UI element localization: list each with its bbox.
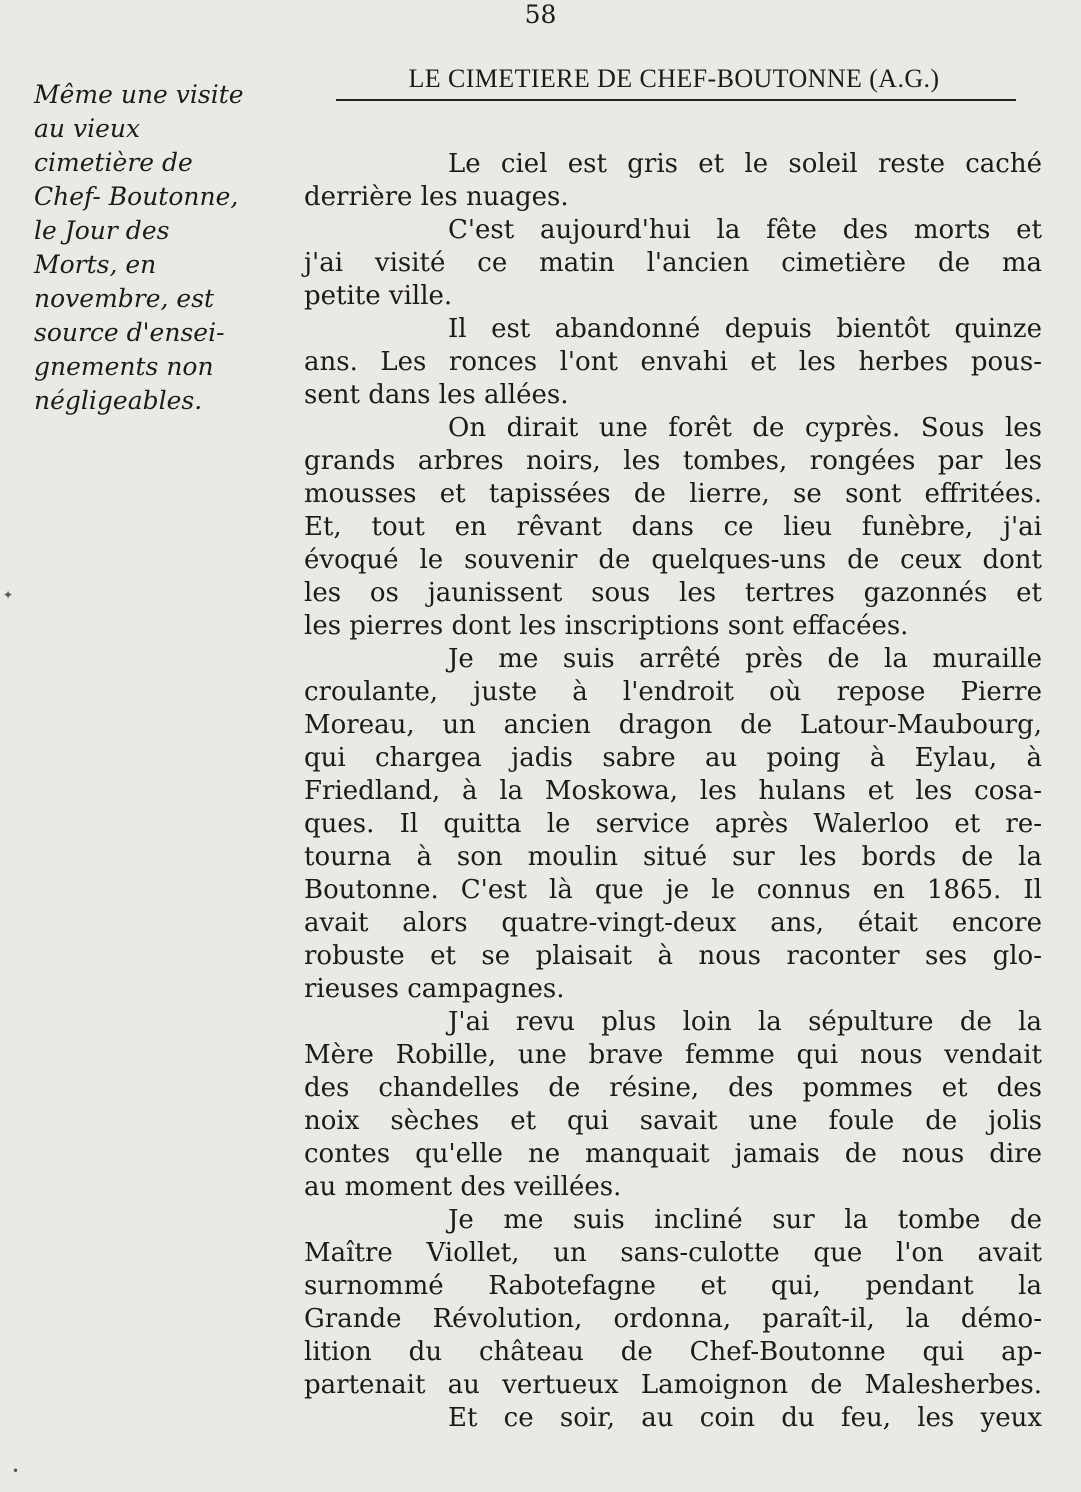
margin-note-line: au vieux — [34, 114, 141, 143]
text-line: Moreau, un ancien dragon de Latour-Maubourg, — [304, 710, 1042, 740]
margin-note-line: le Jour des — [34, 216, 170, 245]
text-line: les pierres dont les inscriptions sont effacées. — [304, 611, 909, 641]
text-line: Je me suis incliné sur la tombe de — [448, 1205, 1042, 1235]
margin-note-line: novembre, est — [34, 284, 215, 313]
chapter-title: LE CIMETIERE DE CHEF-BOUTONNE (A.G.) — [408, 64, 940, 93]
text-line: noix sèches et qui savait une foule de jolis — [304, 1106, 1042, 1136]
text-line: sent dans les allées. — [304, 380, 569, 410]
text-line: Il est abandonné depuis bientôt quinze — [448, 314, 1042, 344]
text-line: Mère Robille, une brave femme qui nous vendait — [304, 1040, 1042, 1070]
margin-mark: • — [12, 1464, 20, 1478]
text-line: Grande Révolution, ordonna, paraît-il, la démo- — [304, 1304, 1042, 1334]
text-line: Maître Viollet, un sans-culotte que l'on avait — [304, 1238, 1042, 1268]
text-line: rieuses campagnes. — [304, 974, 565, 1004]
text-line: des chandelles de résine, des pommes et des — [304, 1073, 1042, 1103]
text-line: J'ai revu plus loin la sépulture de la — [448, 1007, 1042, 1037]
body-text — [304, 148, 1042, 1435]
text-line: Et ce soir, au coin du feu, les yeux — [448, 1403, 1042, 1433]
text-line: mousses et tapissées de lierre, se sont effritées. — [304, 479, 1042, 509]
text-line: les os jaunissent sous les tertres gazonnés et — [304, 578, 1042, 608]
margin-note — [34, 78, 296, 418]
text-line: Et, tout en rêvant dans ce lieu funèbre, j'ai — [304, 512, 1042, 542]
text-line: tourna à son moulin situé sur les bords de la — [304, 842, 1042, 872]
margin-note-line: cimetière de — [34, 148, 193, 177]
margin-note-line: gnements non — [34, 352, 214, 381]
page-number: 58 — [524, 0, 557, 29]
title-underline — [336, 99, 1016, 101]
text-line: surnommé Rabotefagne et qui, pendant la — [304, 1271, 1042, 1301]
margin-note-line: Chef- Boutonne, — [34, 182, 239, 211]
text-line: qui chargea jadis sabre au poing à Eylau, à — [304, 743, 1042, 773]
text-line: j'ai visité ce matin l'ancien cimetière de ma — [304, 248, 1042, 278]
text-line: contes qu'elle ne manquait jamais de nous dire — [304, 1139, 1042, 1169]
text-line: On dirait une forêt de cyprès. Sous les — [448, 413, 1042, 443]
text-line: au moment des veillées. — [304, 1172, 622, 1202]
text-line: lition du château de Chef-Boutonne qui ap- — [304, 1337, 1042, 1367]
text-line: avait alors quatre-vingt-deux ans, était encore — [304, 908, 1042, 938]
margin-note-line: négligeables. — [34, 386, 203, 415]
text-line: grands arbres noirs, les tombes, rongées par les — [304, 446, 1042, 476]
text-line: croulante, juste à l'endroit où repose Pierre — [304, 677, 1042, 707]
text-line: petite ville. — [304, 281, 453, 311]
text-line: derrière les nuages. — [304, 182, 569, 212]
margin-mark: ✦ — [3, 588, 14, 602]
text-line: partenait au vertueux Lamoignon de Malesherbes. — [304, 1370, 1042, 1400]
margin-note-line: Morts, en — [34, 250, 157, 279]
margin-note-line: source d'ensei- — [34, 318, 225, 347]
text-line: Je me suis arrêté près de la muraille — [448, 644, 1042, 674]
text-line: Friedland, à la Moskowa, les hulans et les cosa- — [304, 776, 1042, 806]
text-line: évoqué le souvenir de quelques-uns de ceux dont — [304, 545, 1042, 575]
text-line: Le ciel est gris et le soleil reste caché — [448, 149, 1042, 179]
text-line: robuste et se plaisait à nous raconter ses glo- — [304, 941, 1042, 971]
text-line: ans. Les ronces l'ont envahi et les herbes pous- — [304, 347, 1042, 377]
text-line: Boutonne. C'est là que je le connus en 1865. Il — [304, 875, 1042, 905]
margin-note-line: Même une visite — [34, 80, 244, 109]
text-line: C'est aujourd'hui la fête des morts et — [448, 215, 1042, 245]
text-line: ques. Il quitta le service après Walerloo et re- — [304, 809, 1042, 839]
